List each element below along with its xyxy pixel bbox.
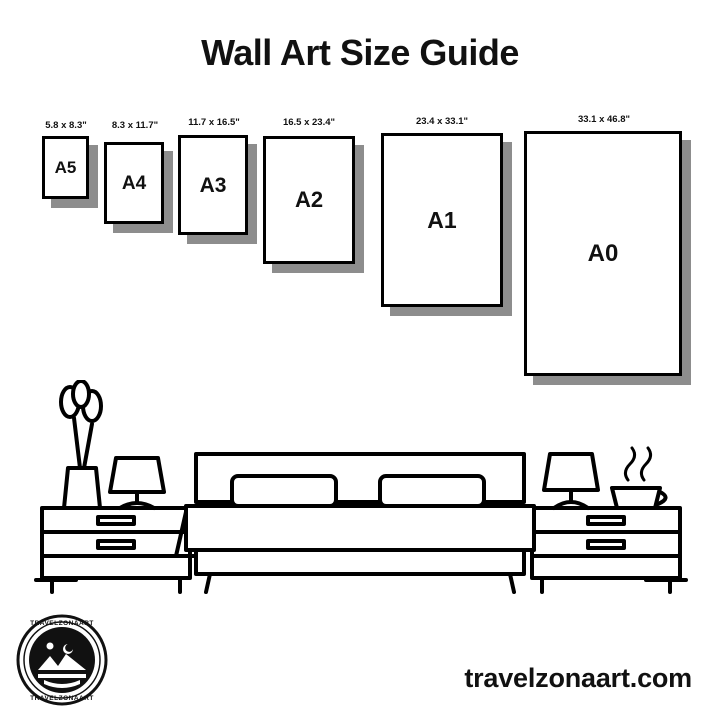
- left-nightstand: [42, 508, 190, 592]
- website-url[interactable]: travelzonaart.com: [464, 663, 692, 693]
- frame-a0-dimension: 33.1 x 46.8": [577, 114, 631, 125]
- frame-a4-box: [104, 142, 164, 224]
- frame-a2-dimension: 16.5 x 23.4": [282, 117, 336, 128]
- bedroom-scene: [0, 380, 720, 610]
- table-lamp-right: [544, 454, 598, 508]
- frame-a4[interactable]: [104, 142, 164, 224]
- frame-a0[interactable]: [524, 131, 682, 376]
- frame-a5-dimension: 5.8 x 8.3": [45, 120, 87, 131]
- page-title: Wall Art Size Guide: [201, 32, 519, 73]
- frame-a3-dimension: 11.7 x 16.5": [188, 117, 240, 128]
- frame-a0-box: [524, 131, 682, 376]
- frame-a1-label: A1: [427, 206, 457, 233]
- frame-a1-dimension: 23.4 x 33.1": [415, 116, 469, 127]
- brand-logo-text-bottom: TRAVELZONAART: [30, 695, 94, 702]
- vase-with-flowers: [61, 381, 101, 508]
- frame-a5[interactable]: [42, 136, 89, 199]
- frame-a4-label: A4: [121, 172, 147, 194]
- frame-a3[interactable]: [178, 135, 248, 235]
- frame-a4-dimension: 8.3 x 11.7": [111, 120, 159, 131]
- frame-a3-label: A3: [199, 173, 227, 197]
- brand-logo-svg: [16, 614, 108, 706]
- frame-a1-box: [381, 133, 503, 307]
- right-nightstand: [532, 508, 680, 592]
- frame-a2-box: [263, 136, 355, 264]
- table-lamp-left: [110, 458, 164, 508]
- frame-a5-box: [42, 136, 89, 199]
- frame-a5-label: A5: [54, 158, 77, 177]
- brand-logo: [16, 614, 108, 706]
- frame-a2-label: A2: [294, 187, 324, 212]
- frame-a1[interactable]: [381, 133, 503, 307]
- frame-a3-box: [178, 135, 248, 235]
- frame-a2[interactable]: [263, 136, 355, 264]
- coffee-cup: [612, 448, 666, 508]
- frame-a0-label: A0: [587, 239, 619, 267]
- bedroom-scene-svg: [0, 380, 720, 610]
- bed: [176, 454, 534, 592]
- brand-logo-text-top: TRAVELZONAART: [30, 620, 94, 627]
